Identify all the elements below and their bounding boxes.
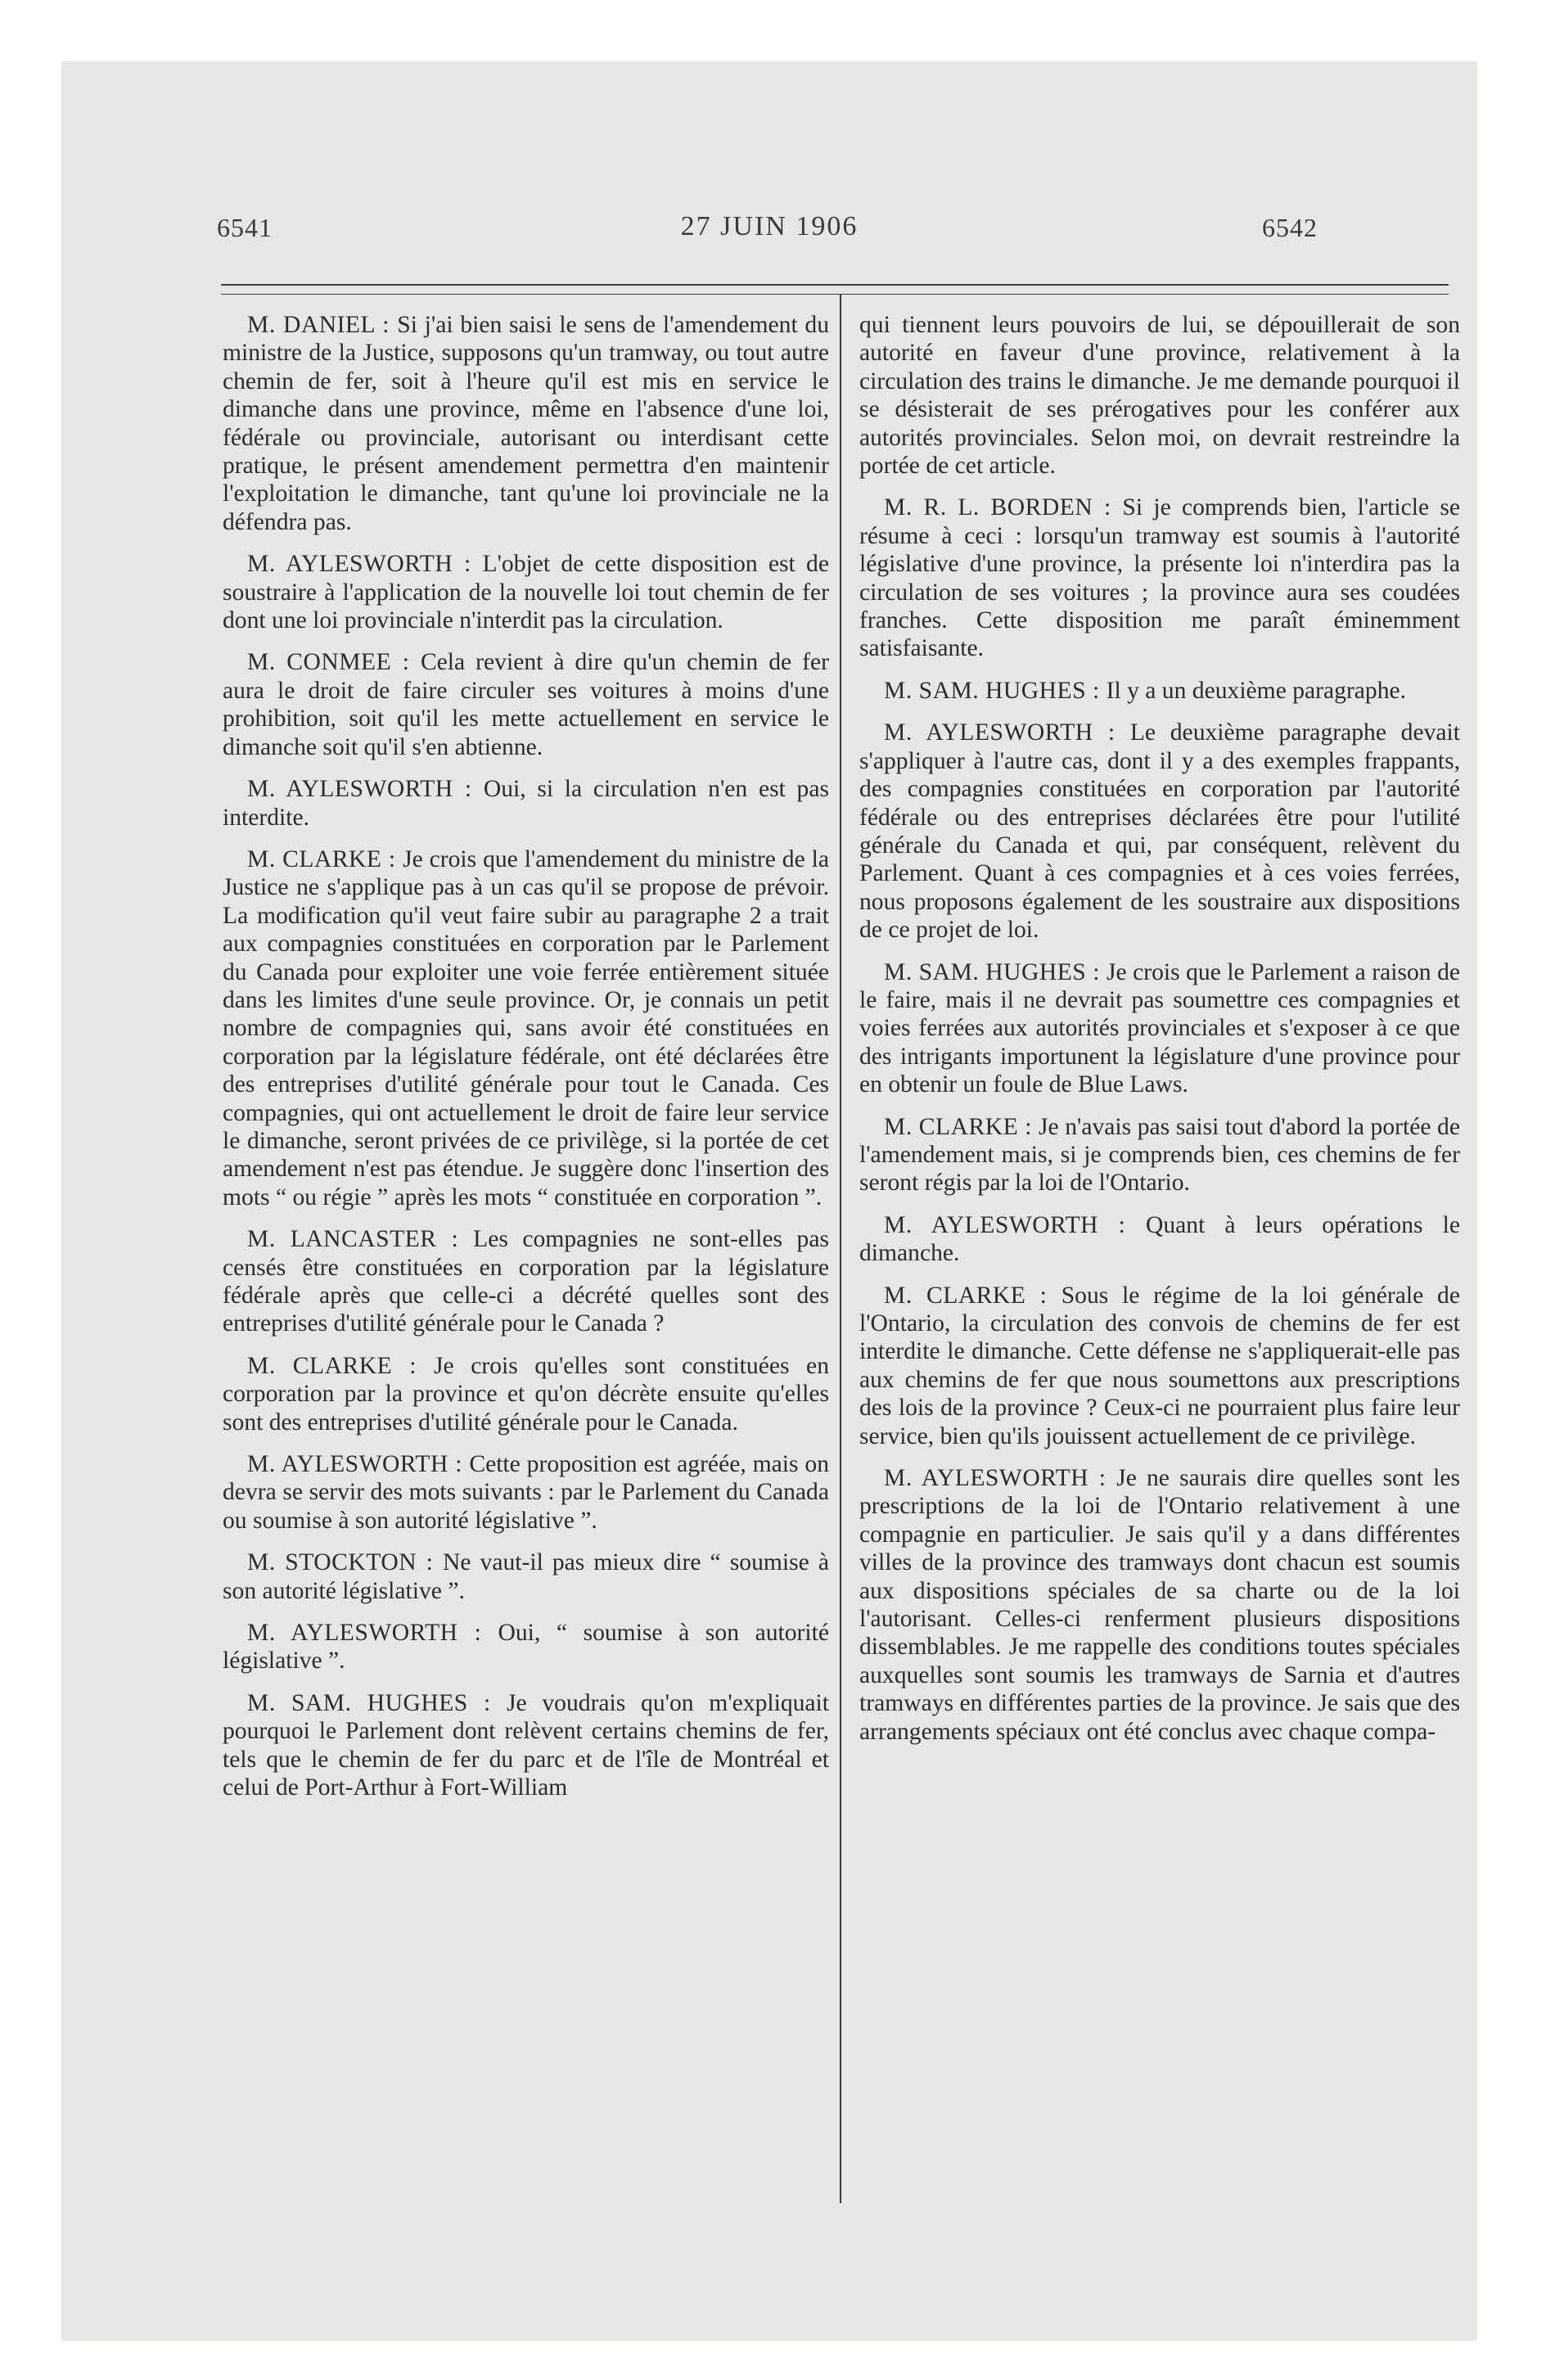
paragraph-text: Quant à leurs opérations le dimanche. bbox=[859, 1211, 1460, 1267]
speaker-name: M. DANIEL : bbox=[247, 312, 398, 338]
paragraph bbox=[223, 550, 829, 634]
paragraph-text: Je crois qu'elles sont constituées en corporation par la province et qu'on décrète ensuite qu'elles sont des entreprises d'utilité générale pour le Canada. bbox=[223, 1352, 829, 1436]
paragraph bbox=[223, 1225, 829, 1338]
scanned-page bbox=[61, 61, 1477, 2341]
paragraph-text: Je ne saurais dire quelles sont les prescriptions de la loi de l'Ontario relativement à une compagnie en particulier. Je sais qu'il y a dans différentes villes de la province des tramways dont chacun est soumis aux dispositions spéciales de sa charte ou de la loi l'autorisant. Celles-ci renferment plusieurs dispositions dissemblables. Je me rappelle des conditions toutes spéciales auxquelles sont soumis les tramways de Sarnia et d'autres tramways en différentes parties de la province. Je sais que des arrangements spéciaux ont été conclus avec chaque compa- bbox=[859, 1465, 1460, 1745]
paragraph bbox=[223, 648, 829, 761]
paragraph-text: Sous le régime de la loi générale de l'Ontario, la circulation des convois de chemins de fer est interdite le dimanche. Cette défense ne s'appliquerait-elle pas aux chemins de fer que nous soumettons aux prescriptions des lois de la province ? Ceux-ci ne pourraient plus faire leur service, bien qu'ils jouissent actuellement de ce privilège. bbox=[859, 1282, 1460, 1449]
header-rule bbox=[221, 284, 1449, 286]
paragraph bbox=[223, 1548, 829, 1605]
left-column bbox=[223, 311, 829, 2218]
speaker-name: M. CONMEE : bbox=[247, 649, 421, 676]
paragraph bbox=[223, 1450, 829, 1535]
paragraph bbox=[859, 1113, 1460, 1197]
paragraph-text: Cela revient à dire qu'un chemin de fer aura le droit de faire circuler ses voitures à moins d'une prohibition, soit qu'il les mette actuellement en service le dimanche soit qu'il s'en abtienne. bbox=[223, 649, 829, 760]
paragraph-text: Je voudrais qu'on m'expliquait pourquoi le Parlement dont relèvent certains chemins de fer, tels que le chemin de fer du parc et de l'île de Montréal et celui de Port-Arthur à Fort-William bbox=[223, 1689, 829, 1801]
speaker-name: M. SAM. HUGHES : bbox=[247, 1689, 507, 1716]
paragraph-text: Si j'ai bien saisi le sens de l'amendement du ministre de la Justice, supposons qu'un tramway, ou tout autre chemin de fer, soit à l'heure qu'il est mis en service le dimanche dans une province, même en l'absence d'une loi, fédérale ou provinciale, autorisant ou interdisant cette pratique, le présent amendement permettra d'en maintenir l'exploitation le dimanche, tant qu'une loi provinciale ne la défendra pas. bbox=[223, 312, 829, 535]
column-divider bbox=[840, 295, 841, 2203]
speaker-name: M. AYLESWORTH : bbox=[247, 551, 483, 578]
paragraph bbox=[859, 677, 1460, 705]
paragraph bbox=[859, 958, 1460, 1099]
paragraph-text: Le deuxième paragraphe devait s'appliquer à l'autre cas, dont il y a des exemples frappants, des compagnies constituées en corporation par l'autorité fédérale ou des entreprises déclarées être pour l'utilité générale du Canada et qui, par conséquent, relèvent du Parlement. Quant à ces compagnies et à ces voies ferrées, nous proposons également de les soustraire aux dispositions de ce projet de loi. bbox=[859, 719, 1460, 944]
speaker-name: M. CLARKE : bbox=[247, 1352, 435, 1379]
paragraph bbox=[223, 775, 829, 832]
paragraph bbox=[859, 311, 1460, 480]
paragraph-text: Je crois que le Parlement a raison de le faire, mais il ne devrait pas soumettre ces compagnies et voies ferrées aux autorités provinciales et s'exposer à ce que des intrigants importunent la législature d'une province pour en obtenir un foule de Blue Laws. bbox=[859, 958, 1460, 1098]
paragraph bbox=[223, 311, 829, 536]
speaker-name: M. CLARKE : bbox=[884, 1113, 1039, 1140]
paragraph bbox=[859, 494, 1460, 662]
speaker-name: M. AYLESWORTH : bbox=[247, 776, 484, 803]
speaker-name: M. CLARKE : bbox=[884, 1282, 1061, 1309]
speaker-name: M. AYLESWORTH : bbox=[247, 1620, 498, 1647]
paragraph-text: Oui, si la circulation n'en est pas interdite. bbox=[223, 776, 829, 831]
page-date: 27 JUIN 1906 bbox=[680, 211, 859, 241]
speaker-name: M. SAM. HUGHES : bbox=[884, 958, 1107, 985]
speaker-name: M. LANCASTER : bbox=[247, 1226, 474, 1253]
paragraph bbox=[223, 1619, 829, 1675]
paragraph bbox=[223, 1352, 829, 1436]
speaker-name: M. CLARKE : bbox=[247, 845, 403, 872]
paragraph-text: Je crois que l'amendement du ministre de la Justice ne s'applique pas à un cas qu'il se propose de prévoir. La modification qu'il veut faire subir au paragraphe 2 a trait aux compagnies constituées en corporation par le Parlement du Canada pour exploiter une voie ferrée entièrement située dans les limites d'une seule province. Or, je connais un petit nombre de compagnies qui, sans avoir été constituées en corporation par la législature fédérale, ont été déclarées être des entreprises d'utilité générale pour tout le Canada. Ces compagnies, qui ont actuellement le droit de faire leur service le dimanche, seront privées de ce privilège, si la portée de cet amendement n'est pas étendue. Je suggère donc l'insertion des mots “ ou régie ” après les mots “ constituée en corporation ”. bbox=[223, 845, 829, 1210]
paragraph-text: Ne vaut-il pas mieux dire “ soumise à son autorité législative ”. bbox=[223, 1549, 829, 1604]
paragraph-text: L'objet de cette disposition est de soustraire à l'application de la nouvelle loi tout chemin de fer dont une loi provinciale n'interdit pas la circulation. bbox=[223, 551, 829, 634]
paragraph bbox=[223, 845, 829, 1211]
speaker-name: M. R. L. BORDEN : bbox=[884, 494, 1123, 521]
speaker-name: M. AYLESWORTH : bbox=[884, 719, 1130, 746]
paragraph bbox=[859, 1211, 1460, 1268]
speaker-name: M. STOCKTON : bbox=[247, 1549, 443, 1576]
paragraph-text: Les compagnies ne sont-elles pas censés être constituées en corporation par la législature fédérale après que celle-ci a décrété quelles sont des entreprises d'utilité générale pour le Canada ? bbox=[223, 1226, 829, 1337]
page-number-right: 6542 bbox=[1262, 213, 1318, 242]
paragraph-text: Oui, “ soumise à son autorité législative ”. bbox=[223, 1620, 829, 1675]
speaker-name: M. AYLESWORTH : bbox=[884, 1465, 1117, 1492]
speaker-name: M. SAM. HUGHES : bbox=[884, 677, 1107, 704]
paragraph-text: Cette proposition est agréée, mais on devra se servir des mots suivants : par le Parlement du Canada ou soumise à son autorité législative ”. bbox=[223, 1451, 829, 1534]
speaker-name: M. AYLESWORTH : bbox=[884, 1211, 1146, 1238]
paragraph bbox=[223, 1689, 829, 1802]
right-column bbox=[859, 311, 1460, 2218]
paragraph bbox=[859, 1282, 1460, 1450]
paragraph-text: Il y a un deuxième paragraphe. bbox=[1106, 677, 1407, 704]
page-number-left: 6541 bbox=[217, 213, 273, 242]
paragraph bbox=[859, 719, 1460, 944]
paragraph-text: qui tiennent leurs pouvoirs de lui, se dépouillerait de son autorité en faveur d'une province, relativement à la circulation des trains le dimanche. Je me demande pourquoi il se désisterait de ses prérogatives pour les conférer aux autorités provinciales. Selon moi, on devrait restreindre la portée de cet article. bbox=[859, 312, 1460, 480]
paragraph-text: Je n'avais pas saisi tout d'abord la portée de l'amendement mais, si je comprends bien, ces chemins de fer seront régis par la loi de l'Ontario. bbox=[859, 1113, 1460, 1197]
header-rule-thin bbox=[221, 294, 1449, 295]
speaker-name: M. AYLESWORTH : bbox=[247, 1451, 470, 1478]
paragraph bbox=[859, 1464, 1460, 1746]
paragraph-text: Si je comprends bien, l'article se résume à ceci : lorsqu'un tramway est soumis à l'autorité législative d'une province, la présente loi n'interdira pas la circulation de ses voitures ; la province aura ses coudées franches. Cette disposition me paraît éminemment satisfaisante. bbox=[859, 494, 1460, 662]
